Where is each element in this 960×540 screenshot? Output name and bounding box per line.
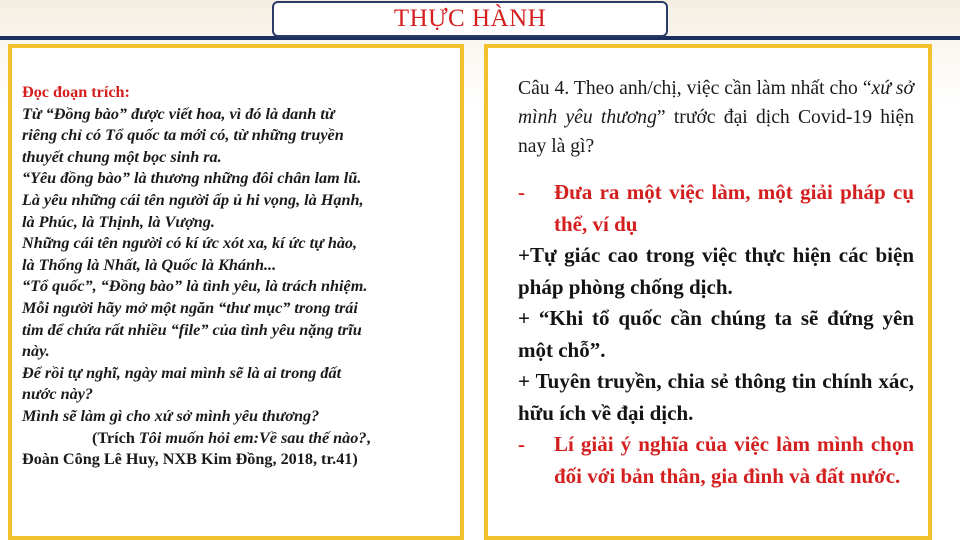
excerpt-text [22,82,458,471]
excerpt-heading: Đọc đoạn trích: [22,83,130,101]
question-panel [484,44,932,540]
citation-source: Đoàn Công Lê Huy, NXB Kim Đồng, 2018, tr.41) [22,450,358,469]
excerpt-line: tim để chứa rất nhiều “file” của tình yêu nặng trĩu [22,320,362,339]
citation-line [22,428,458,450]
bullet-dash: - [518,432,525,456]
answer-item [518,177,914,240]
excerpt-line: riêng chỉ có Tổ quốc ta mới có, từ những truyền [22,126,344,145]
answer-example: +Tự giác cao trong việc thực hiện các biện pháp phòng chống dịch. [518,243,914,299]
excerpt-line: Từ “Đồng bào” được viết hoa, vì đó là danh từ [22,104,335,123]
question-prefix: Câu 4. Theo anh/chị, việc cần làm nhất cho “ [518,78,872,99]
citation-book-title: Tôi muốn hỏi em:Về sau thế nào? [138,428,367,447]
excerpt-line: Mình sẽ làm gì cho xứ sở mình yêu thương? [22,406,320,425]
excerpt-line: là Thống là Nhất, là Quốc là Khánh... [22,255,277,274]
title-box [272,1,668,37]
excerpt-line: “Tổ quốc”, “Đồng bào” là tình yêu, là trách nhiệm. [22,277,368,296]
excerpt-line: là Phúc, là Thịnh, là Vượng. [22,212,215,231]
question-text [518,74,914,161]
excerpt-line: này. [22,342,50,361]
excerpt-line: Là yêu những cái tên người ấp ủ hi vọng, là Hạnh, [22,190,364,209]
excerpt-line: thuyết chung một bọc sinh ra. [22,147,222,166]
answer-example: + “Khi tổ quốc cần chúng ta sẽ đứng yên một chỗ”. [518,306,914,362]
answer-example: + Tuyên truyền, chia sẻ thông tin chính xác, hữu ích về đại dịch. [518,369,914,425]
question-content [518,74,914,492]
answer-main: Đưa ra một việc làm, một giải pháp cụ thể, ví dụ [554,180,914,236]
question-italic: xứ sở mình yêu thương [518,78,914,128]
answer-item [518,429,914,492]
excerpt-line: nước này? [22,385,93,404]
excerpt-panel [8,44,464,540]
excerpt-line: “Yêu đồng bào” là thương những đôi chân lam lũ. [22,169,362,188]
answer-list [518,177,914,492]
excerpt-line: Mỗi người hãy mở một ngăn “thư mục” trong trái [22,298,358,317]
citation-prefix: (Trích [92,428,139,447]
citation-suffix: , [366,428,371,447]
excerpt-line: Những cái tên người có kí ức xót xa, kí ức tự hào, [22,234,358,253]
bullet-dash: - [518,180,525,204]
answer-main: Lí giải ý nghĩa của việc làm mình chọn đối với bản thân, gia đình và đất nước. [554,432,914,488]
excerpt-line: Để rồi tự nghĩ, ngày mai mình sẽ là ai trong đất [22,363,342,382]
question-suffix: ” trước đại dịch Covid-19 hiện nay là gì? [518,107,914,157]
slide-title: THỰC HÀNH [393,5,547,32]
